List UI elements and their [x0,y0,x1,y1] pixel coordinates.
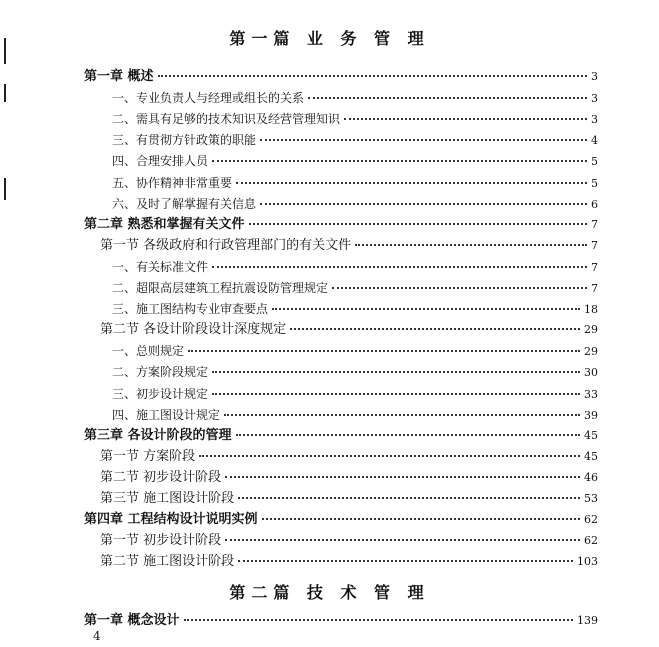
toc-entry-label: 六、及时了解掌握有关信息 [112,196,257,211]
toc-entry-page: 29 [584,323,598,337]
dot-leader [224,414,580,416]
toc-entry-page: 62 [584,513,598,527]
toc-entry-label: 第四章 工程结构设计说明实例 [84,512,258,528]
toc-entry-page: 46 [584,470,598,484]
toc-section-row [100,533,598,549]
dot-leader [344,118,587,120]
dot-leader [199,455,580,457]
toc-entry-page: 5 [591,176,598,190]
dot-leader [308,97,587,99]
part-one-title: 第一篇 业 务 管 理 [229,29,430,48]
toc-entry-page: 7 [591,282,598,295]
toc-entry-label: 一、总则规定 [112,344,185,359]
toc-item-row [112,132,598,149]
toc-entry-label: 二、超限高层建筑工程抗震设防管理规定 [112,281,329,295]
dot-leader [212,393,580,395]
toc-entry-page: 30 [584,366,598,380]
toc-section-row [100,449,598,465]
toc-entry-label: 第一章 概念设计 [84,613,180,628]
page-number: 4 [93,629,101,643]
toc-entry-label: 三、初步设计规定 [112,386,209,401]
toc-entry-page: 4 [591,134,598,148]
toc-entry-page: 7 [591,260,598,274]
toc-entry-label: 第一节 方案阶段 [100,448,196,464]
toc-chapter-row [84,613,598,629]
toc-entry-label: 第一节 初步设计阶段 [100,533,222,549]
toc-entry-label: 第三节 施工图设计阶段 [100,491,235,506]
dot-leader [249,223,587,225]
dot-leader [262,518,580,520]
toc-entry-label: 第三章 各设计阶段的管理 [84,427,232,443]
toc-entry-page: 29 [584,345,598,359]
toc-entry-page: 7 [591,217,598,231]
toc-entry-label: 二、需具有足够的技术知识及经营管理知识 [112,112,341,127]
toc-item-row [112,153,598,170]
toc-item-row [112,407,598,424]
dot-leader [236,182,587,184]
toc-item-row [112,343,598,360]
dot-leader [158,75,587,77]
toc-entry-label: 第二节 各设计阶段设计深度规定 [100,322,287,338]
toc-section-row [100,470,598,486]
dot-leader [260,139,587,141]
toc-item-row [112,175,598,192]
dot-leader [272,308,580,310]
dot-leader [290,328,580,330]
toc-entry-page: 3 [591,92,598,106]
toc-section-row [100,554,598,570]
toc-item-row [112,196,598,213]
toc-entry-page: 139 [577,614,598,627]
dot-leader [212,160,587,162]
toc-entry-label: 第二节 初步设计阶段 [100,469,222,485]
toc-entry-label: 三、施工图结构专业审查要点 [112,302,269,317]
toc-entry-label: 四、施工图设计规定 [112,407,221,422]
toc-entry-label: 五、协作精神非常重要 [112,175,233,190]
toc-entry-page: 33 [584,387,598,401]
scan-edge-mark [4,84,6,102]
toc-entry-page: 5 [591,155,598,169]
toc-entry-page: 45 [584,428,598,442]
toc-chapter-row [84,428,598,444]
toc-entry-page: 7 [591,238,598,252]
toc-section-row [100,238,598,254]
toc-entry-page: 103 [577,555,598,569]
toc-entry-label: 一、专业负责人与经理或组长的关系 [112,91,305,106]
toc-chapter-row [84,217,598,233]
toc-chapter-row [84,69,598,85]
toc-entry-page: 45 [584,449,598,463]
toc-entry-label: 第一节 各级政府和行政管理部门的有关文件 [100,237,352,253]
toc-chapter-row [84,512,598,528]
dot-leader [212,266,587,268]
toc-section-row [100,322,598,338]
toc-entry-label: 一、有关标准文件 [112,259,209,274]
toc-entry-page: 18 [584,303,598,317]
toc-item-row [112,259,598,276]
dot-leader [355,244,587,246]
dot-leader [238,560,573,562]
toc-entry-label: 第二节 施工图设计阶段 [100,554,235,570]
part-two-title: 第二篇 技 术 管 理 [229,583,430,602]
toc-entry-page: 3 [591,70,598,83]
dot-leader [184,619,573,621]
dot-leader [236,434,580,436]
toc-entry-label: 第二章 熟悉和掌握有关文件 [84,216,245,232]
toc-entry-page: 62 [584,534,598,548]
dot-leader [212,371,580,373]
toc-item-row [112,90,598,107]
toc-entry-page: 3 [591,113,598,127]
toc-entry-page: 6 [591,197,598,211]
dot-leader [260,203,587,205]
toc-item-row [112,280,598,297]
toc-item-row [112,364,598,381]
toc-item-row [112,301,598,318]
dot-leader [225,539,580,541]
dot-leader [188,350,580,352]
toc-entry-label: 三、有贯彻方针政策的职能 [112,133,257,148]
toc-entry-label: 第一章 概述 [84,69,154,84]
dot-leader [238,497,580,499]
dot-leader [332,287,587,289]
toc-entry-page: 53 [584,492,598,505]
toc-item-row [112,111,598,128]
toc-item-row [112,386,598,403]
toc-entry-label: 四、合理安排人员 [112,154,209,169]
toc-entry-page: 39 [584,408,598,422]
scan-edge-mark [4,178,6,200]
toc-section-row [100,491,598,507]
dot-leader [225,476,580,478]
toc-entry-label: 二、方案阶段规定 [112,365,209,380]
